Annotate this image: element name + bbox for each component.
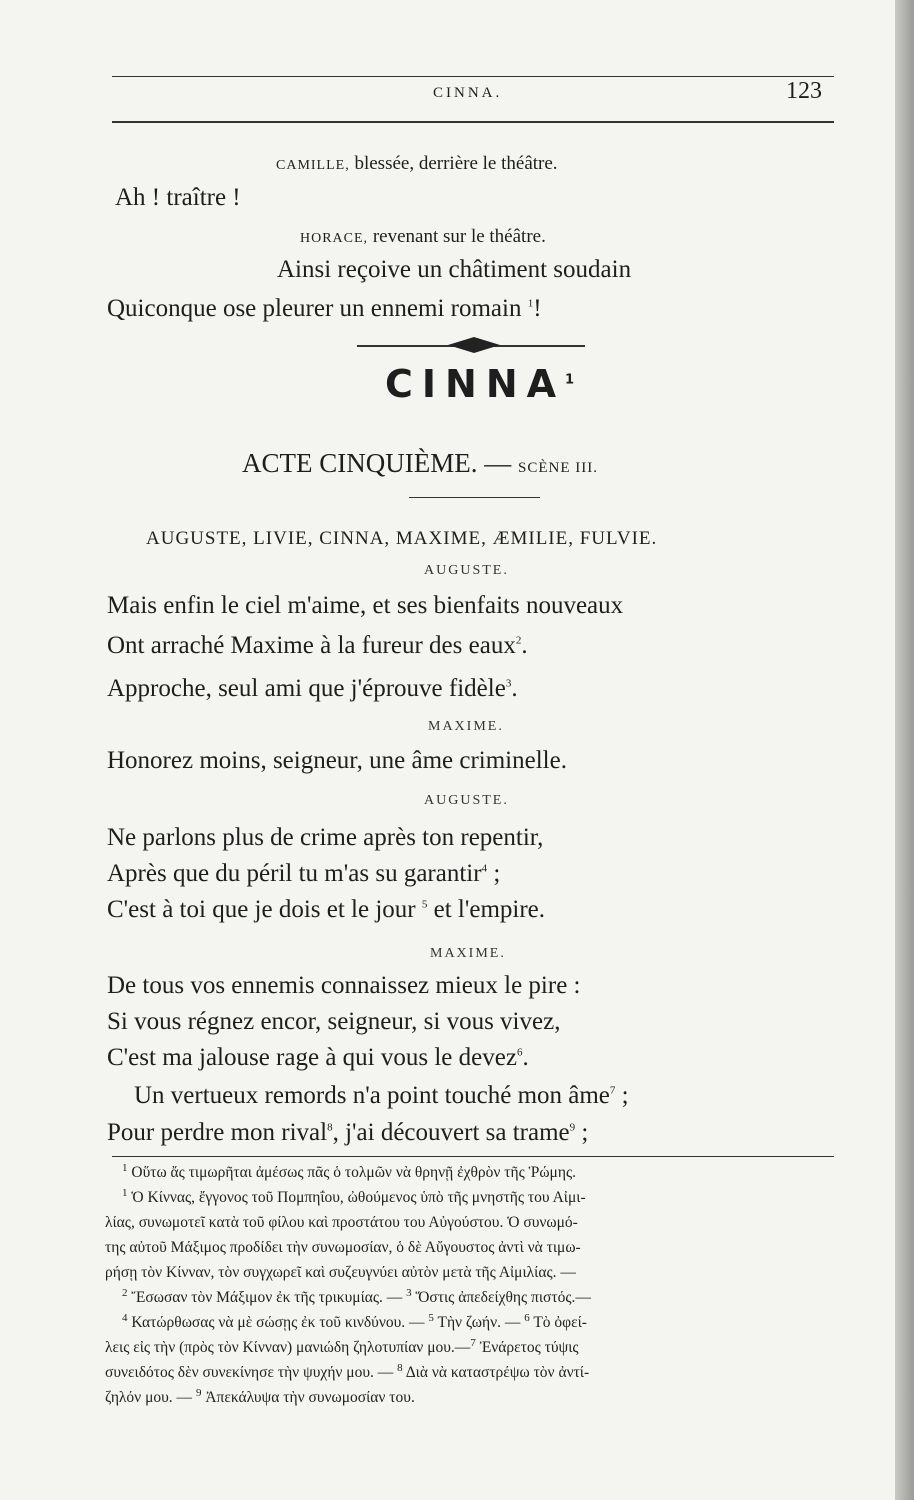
speaker-camille: CAMILLE, [276, 158, 350, 173]
verse-line: C'est à toi que je dois et le jour $^5$ et l'empire. [107, 896, 546, 923]
speaker-label: MAXIME. [430, 946, 506, 961]
footnote-cont: λεις εἰς τὴν (πρὸς τὸν Κίνναν) μανιώδη ζηλοτυπίαν μου.—$^7$ Ἐνάρετος τύψις [105, 1336, 579, 1356]
speaker-label: MAXIME. [428, 719, 504, 734]
verse-line: De tous vos ennemis connaissez mieux le pire : [107, 972, 581, 999]
footnote-cont: ζηλόν μου. — $^9$ Ἀπεκάλυψα τὴν συνωμοσίαν του. [105, 1386, 415, 1406]
act-rule [409, 497, 540, 498]
footnote-cont: συνειδότος δὲν συνεκίνησε τὴν ψυχήν μου. — $^8$ Διὰ νὰ καταστρέψω τὸν ἀντί- [105, 1361, 590, 1381]
footnote-ref: 1 [527, 297, 534, 310]
verse-line: Ont arraché Maxime à la fureur des eaux$^2$. [107, 632, 528, 659]
verse-line: C'est ma jalouse rage à qui vous le devez$^6$. [107, 1044, 529, 1071]
verse-line: Ne parlons plus de crime après ton repentir, [107, 824, 544, 851]
speaker-label: AUGUSTE. [424, 793, 509, 808]
footnote-cont: ρήσῃ τὸν Κίνναν, τὸν συγχωρεῖ καὶ συζευγνύει αὐτὸν μετὰ τῆς Αἰμιλίας. — [105, 1264, 576, 1281]
verse-line: Après que du péril tu m'as su garantir$^4$ ; [107, 860, 501, 887]
play-title: CINNA$^1$ [385, 362, 575, 406]
footnote-cont: της αὐτοῦ Μάξιμος προδίδει τὴν συνωμοσίαν, ὁ δὲ Αὔγουστος ἀντὶ νὰ τιμω- [105, 1239, 581, 1256]
verse-line: Ainsi reçoive un châtiment soudain [277, 256, 632, 283]
verse-line: Un vertueux remords n'a point touché mon âme$^7$ ; [134, 1082, 629, 1109]
act-heading: ACTE CINQUIÈME. — SCÈNE III. [242, 448, 598, 478]
footnote: $^1$ Ὁ Κίννας, ἔγγονος τοῦ Πομπηΐου, ὠθούμενος ὑπὸ τῆς μνηστῆς του Αἰμι- [122, 1186, 586, 1206]
verse-line: Mais enfin le ciel m'aime, et ses bienfaits nouveaux [107, 592, 624, 619]
stage-direction-horace [300, 226, 546, 248]
page-number: 123 [786, 78, 822, 104]
verse-line: Quiconque ose pleurer un ennemi romain $^1$! [107, 295, 542, 322]
page-edge [895, 0, 914, 1500]
footnote: $^2$ Ἔσωσαν τὸν Μάξιμον ἐκ τῆς τρικυμίας. — $^3$ Ὅστις ἀπεδείχθης πιστός.— [122, 1286, 591, 1306]
footnote-cont: λίας, συνωμοτεῖ κατὰ τοῦ φίλου καὶ προστάτου του Αὐγούστου. Ὁ συνωμό- [105, 1214, 578, 1231]
footnote-ref: 1 [565, 372, 575, 388]
direction-text: revenant sur le théâtre. [368, 226, 546, 247]
header-rule-bottom [112, 121, 834, 123]
stage-direction-camille [276, 153, 558, 175]
verse-line: Pour perdre mon rival$^8$, j'ai découvert sa trame$^9$ ; [107, 1119, 589, 1146]
speaker-label: AUGUSTE. [424, 563, 509, 578]
footnote: $^4$ Κατώρθωσας νὰ μὲ σώσῃς ἐκ τοῦ κινδύνου. — $^5$ Τὴν ζωήν. — $^6$ Τὸ ὀφεί- [122, 1311, 587, 1331]
direction-text: blessée, derrière le théâtre. [349, 153, 558, 174]
character-list: AUGUSTE, LIVIE, CINNA, MAXIME, ÆMILIE, FULVIE. [146, 528, 658, 549]
header-rule-top [112, 76, 834, 77]
verse-line: Honorez moins, seigneur, une âme criminelle. [107, 747, 567, 774]
footnote-rule [112, 1156, 834, 1157]
running-title: CINNA. [433, 85, 503, 101]
speaker-horace: HORACE, [300, 231, 369, 246]
verse-line: Approche, seul ami que j'éprouve fidèle$^3$. [107, 675, 518, 702]
footnote: $^1$ Οὕτω ἄς τιμωρῆται ἀμέσως πᾶς ὁ τολμῶν νὰ θρηνῇ ἐχθρὸν τῆς Ῥώμης. [122, 1161, 576, 1181]
verse-line: Ah ! traître ! [115, 184, 241, 211]
verse-line: Si vous régnez encor, seigneur, si vous vivez, [107, 1008, 561, 1035]
